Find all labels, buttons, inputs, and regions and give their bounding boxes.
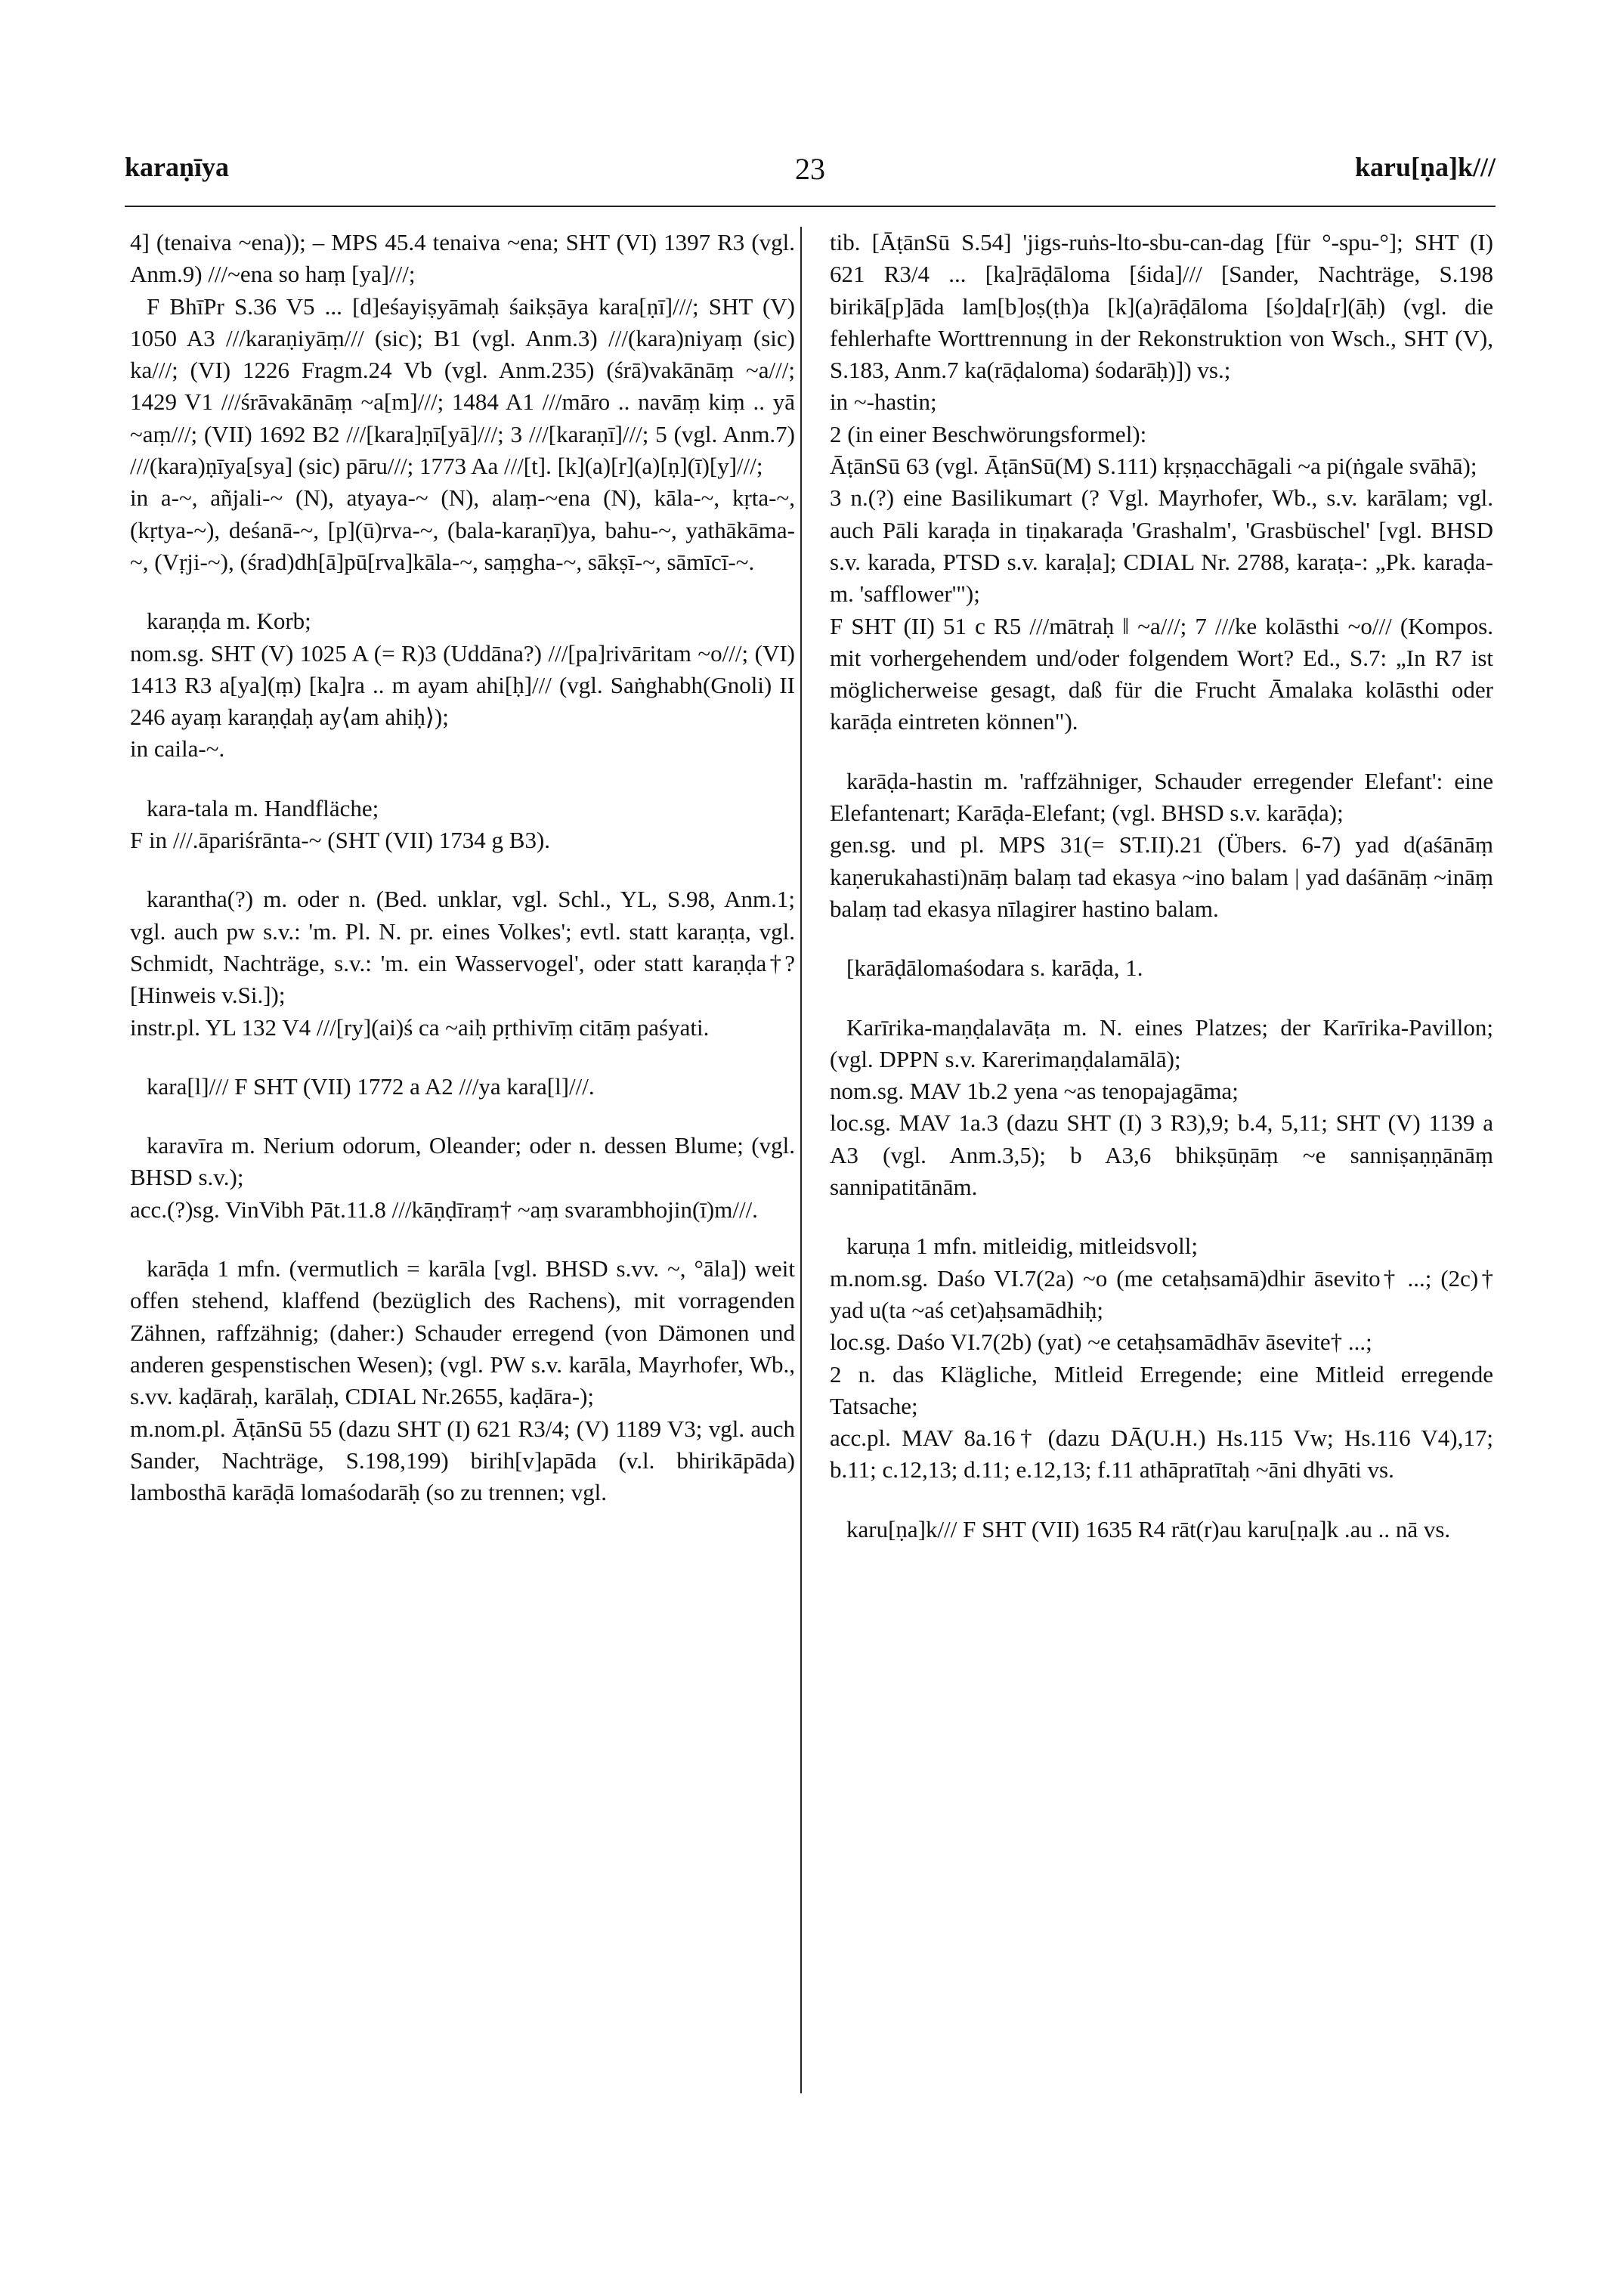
- entry-text: F in ///.āpariśrānta-~ (SHT (VII) 1734 g B3).: [130, 827, 551, 854]
- right-column: [830, 227, 1493, 1545]
- entry-text: acc.(?)sg. VinVibh Pāt.11.8 ///kāṇḍīraṃ† ~aṃ svarambhojin(ī)m///.: [130, 1196, 758, 1223]
- entry-text: loc.sg. Daśo VI.7(2b) (yat) ~e cetaḥsamādhāv āsevite† ...;: [830, 1329, 1372, 1356]
- entry-headword: karantha(?) m. oder n. (Bed. unklar, vgl. Schl., YL, S.98, Anm.1; vgl. auch pw s.v.: 'm. Pl. N. pr. eines Volkes'; evtl. statt karaṇṭa, vgl. Schmidt, Nachträge, s.v.: 'm. ein Wasservogel', oder statt karaṇḍa†? [Hinweis v.Si.]);: [130, 886, 795, 1009]
- entry-headword: Karīrika-maṇḍalavāṭa m. N. eines Platzes; der Karīrika-Pavillon; (vgl. DPPN s.v. Karerimaṇḍalamālā);: [830, 1013, 1493, 1072]
- entry-text: 3 n.(?) eine Basilikumart (? Vgl. Mayrhofer, Wb., s.v. karālam; vgl. auch Pāli karaḍa in tiṇakaraḍa 'Grashalm', 'Grasbüschel' [vgl. BHSD s.v. karada, PTSD s.v. karaḷa]; CDIAL Nr. 2788, karaṭa-: „Pk. karaḍa- m. 'safflower'");: [830, 484, 1493, 608]
- entry-text: m.nom.pl. ĀṭānSū 55 (dazu SHT (I) 621 R3/4; (V) 1189 V3; vgl. auch Sander, Nachträge, S.198,199) birih[v]apāda (v.l. bhirikāpāda) lambosthā karāḍā lomaśodarāḥ (so zu trennen; vgl.: [130, 1415, 795, 1506]
- entry-headword: karu[ṇa]k/// F SHT (VII) 1635 R4 rāt(r)au karu[ṇa]k .au .. nā vs.: [846, 1515, 1451, 1542]
- header-right-headword: karu[ṇa]k///: [1354, 152, 1496, 182]
- header-rule: [125, 206, 1496, 207]
- page-header: [125, 151, 1496, 196]
- entry-headword: [karāḍālomaśodara s. karāḍa, 1.: [846, 954, 1143, 982]
- entry-text: ĀṭānSū 63 (vgl. ĀṭānSū(M) S.111) kṛṣṇacchāgali ~a pi(ṅgale svāhā);: [830, 453, 1477, 480]
- entry-text: F BhīPr S.36 V5 ... [d]eśayiṣyāmaḥ śaikṣāya kara[ṇī]///; SHT (V) 1050 A3 ///karaṇiyāṃ/// (sic); B1 (vgl. Anm.3) ///(kara)niyaṃ (sic) ka///; (VI) 1226 Fragm.24 Vb (vgl. Anm.235) (śrā)vakānāṃ ~a///; 1429 V1 ///śrāvakānāṃ ~a[m]///; 1484 A1 ///māro .. navāṃ kiṃ .. yā ~aṃ///; (VII) 1692 B2 ///[kara]ṇī[yā]///; 3 ///[karaṇī]///; 5 (vgl. Anm.7) ///(kara)ṇīya[sya] (sic) pāru///; 1773 Aa ///[t]. [k](a)[r](a)[ṇ](ī)[y]///;: [130, 292, 795, 480]
- entry-text: F SHT (II) 51 c R5 ///mātraḥ ‖ ~a///; 7 ///ke kolāsthi ~o/// (Kompos. mit vorhergehendem und/oder folgendem Wort? Ed., S.7: „In R7 ist möglicherweise gesagt, daß für die Frucht Āmalaka kolāsthi oder karāḍa eintreten können").: [830, 612, 1493, 735]
- entry-text: nom.sg. MAV 1b.2 yena ~as tenopajagāma;: [830, 1078, 1239, 1105]
- entry-headword: karuṇa 1 mfn. mitleidig, mitleidsvoll;: [846, 1233, 1198, 1260]
- entry-text: in a-~, añjali-~ (N), atyaya-~ (N), alaṃ-~ena (N), kāla-~, kṛta-~, (kṛtya-~), deśanā-~, [p](ū)rva-~, (bala-karaṇī)ya, bahu-~, yathākāma-~, (Vṛji-~), (śrad)dh[ā]pū[rva]kāla-~, saṃgha-~, sākṣī-~, sāmīcī-~.: [130, 484, 795, 575]
- entry-text: loc.sg. MAV 1a.3 (dazu SHT (I) 3 R3),9; b.4, 5,11; SHT (V) 1139 a A3 (vgl. Anm.3,5); b A3,6 bhikṣūṇāṃ ~e sanniṣaṇṇānāṃ sannipatitānām.: [830, 1109, 1493, 1201]
- entry-headword: karaṇḍa m. Korb;: [147, 608, 311, 635]
- entry-text: in ~-hastin;: [830, 388, 937, 416]
- column-divider: [800, 227, 802, 2093]
- entry-headword: kara[l]/// F SHT (VII) 1772 a A2 ///ya kara[l]///.: [147, 1072, 595, 1100]
- entry-headword: karāḍa-hastin m. 'raffzähniger, Schauder erregender Elefant': eine Elefantenart; Karāḍa-Elefant; (vgl. BHSD s.v. karāḍa);: [830, 767, 1493, 827]
- entry-text: gen.sg. und pl. MPS 31(= ST.II).21 (Übers. 6-7) yad d(aśānāṃ kaṇerukahasti)nāṃ balaṃ tad ekasya ~ino balam | yad daśānāṃ ~ināṃ balaṃ tad ekasya nīlagirer hastino balam.: [830, 831, 1493, 922]
- entry-text: 2 n. das Klägliche, Mitleid Erregende; eine Mitleid erregende Tatsache;: [830, 1360, 1493, 1419]
- entry-text: 4] (tenaiva ~ena)); – MPS 45.4 tenaiva ~ena; SHT (VI) 1397 R3 (vgl. Anm.9) ///~ena so haṃ [ya]///;: [130, 229, 795, 288]
- entry-text: in caila-~.: [130, 735, 225, 763]
- entry-text: 2 (in einer Beschwörungsformel):: [830, 420, 1147, 447]
- entry-text: nom.sg. SHT (V) 1025 A (= R)3 (Uddāna?) ///[pa]rivāritam ~o///; (VI) 1413 R3 a[ya](ṃ) [ka]ra .. m ayam ahi[ḥ]/// (vgl. Saṅghabh(Gnoli) II 246 ayaṃ karaṇḍaḥ ay⟨am ahiḥ⟩);: [130, 639, 795, 731]
- entry-text: m.nom.sg. Daśo VI.7(2a) ~o (me cetaḥsamā)dhir āsevito† ...; (2c)† yad u(ta ~aś cet)aḥsamādhiḥ;: [830, 1264, 1493, 1323]
- page-number: 23: [795, 152, 825, 186]
- entry-headword: kara-tala m. Handfläche;: [147, 794, 379, 821]
- entry-text: acc.pl. MAV 8a.16† (dazu DĀ(U.H.) Hs.115 Vw; Hs.116 V4),17; b.11; c.12,13; d.11; e.12,13; f.11 athāpratītaḥ ~āni dhyāti vs.: [830, 1425, 1493, 1484]
- entry-text: instr.pl. YL 132 V4 ///[ry](ai)ś ca ~aiḥ pṛthivīṃ citāṃ paśyati.: [130, 1013, 710, 1041]
- left-column: [130, 227, 795, 1508]
- header-left-headword: karaṇīya: [125, 152, 230, 182]
- entry-text: tib. [ĀṭānSū S.54] 'jigs-ruṅs-lto-sbu-can-dag [für °-spu-°]; SHT (I) 621 R3/4 ... [ka]rāḍāloma [śida]/// [Sander, Nachträge, S.198 birikā[p]āda lam[b]oṣ(ṭh)a [k](a)rāḍāloma [śo]da[r](āḥ) (vgl. die fehlerhafte Worttrennung in der Rekonstruktion von Wsch., SHT (V), S.183, Anm.7 ka(rāḍaloma) śodarāḥ)]) vs.;: [830, 229, 1493, 384]
- entry-headword: karavīra m. Nerium odorum, Oleander; oder n. dessen Blume; (vgl. BHSD s.v.);: [130, 1132, 795, 1191]
- entry-headword: karāḍa 1 mfn. (vermutlich = karāla [vgl. BHSD s.vv. ~, °āla]) weit offen stehend, klaffend (bezüglich des Rachens), mit vorragenden Zähnen, raffzähnig; (daher:) Schauder erregend (von Dämonen und anderen gespenstischen Wesen); (vgl. PW s.v. karāla, Mayrhofer, Wb., s.vv. kaḍāraḥ, karālaḥ, CDIAL Nr.2655, kaḍāra-);: [130, 1255, 795, 1410]
